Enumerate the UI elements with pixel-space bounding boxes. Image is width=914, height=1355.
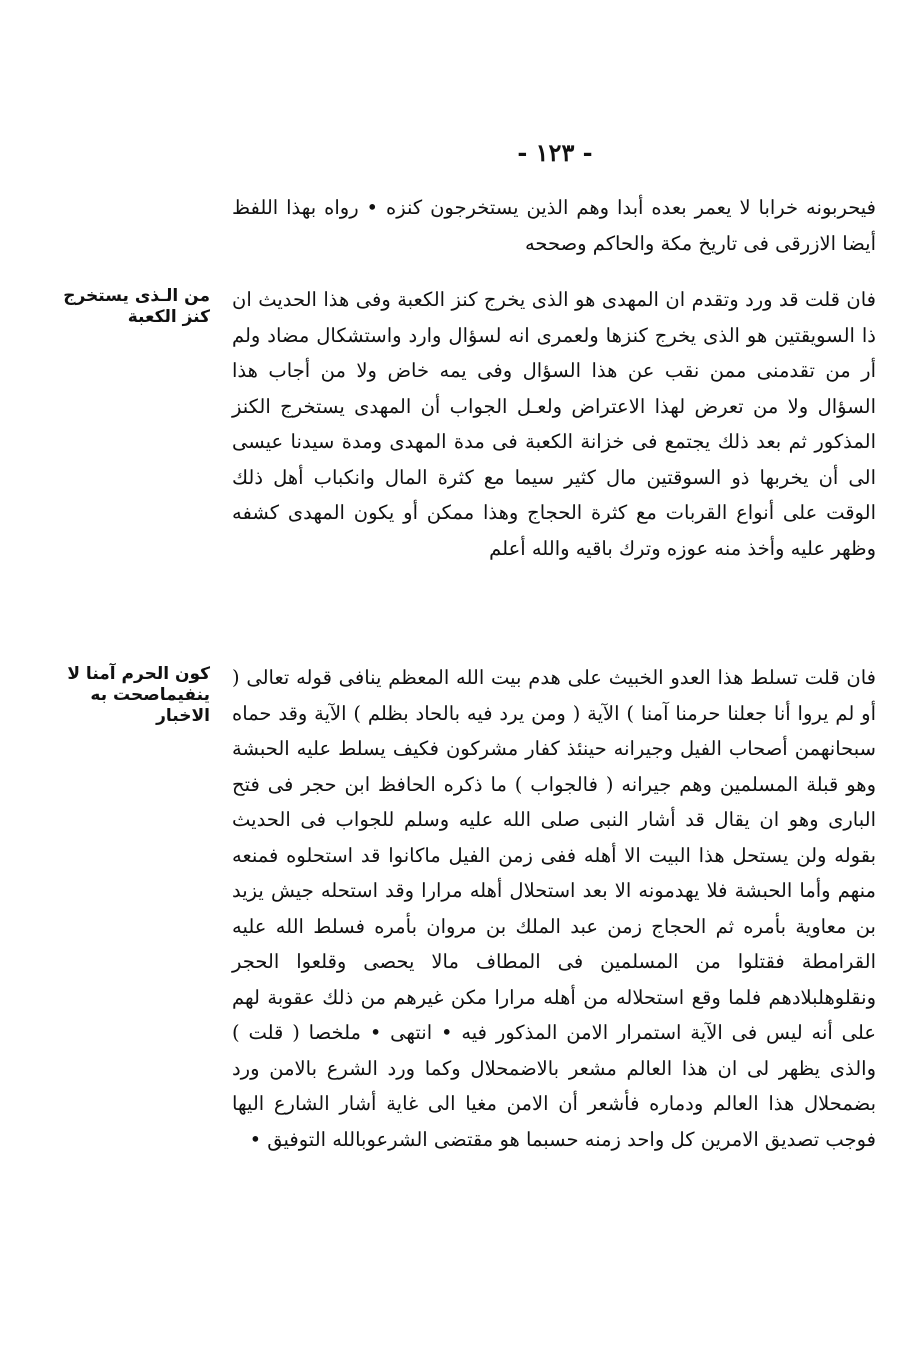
page-number: - ١٢٣ - (517, 138, 593, 167)
margin-note-haram-safety: كون الحرم آمنا لا ينفيماصحت به الاخبار (67, 664, 210, 726)
paragraph-kaaba-treasure: فان قلت قد ورد وتقدم ان المهدى هو الذى يخرج كنز الكعبة وفى هذا الحديث ان ذا السويقتين هو الذى يخرج كنزها ولعمرى انه لسؤال وارد واستشكال مضاد ولم أر من تقدمنى ممن نقب عن هذا السؤال وفى يمه خاض ولا من أجاب هذا السؤال ولا من تعرض لهذا الاعتراض ولعـل الجواب أن المهدى يستخرج الكنز المذكور ثم بعد ذلك يجتمع فى خزانة الكعبة فى مدة المهدى ومدة سيدنا عيسى الى أن يخربها ذو السوقتين مال كثير سيما مع كثرة المال وانكباب أهل ذلك الوقت على أنواع القربات مع كثرة الحجاج وهذا ممكن أو يكون المهدى كشفه وظهر عليه وأخذ منه عوزه وترك باقيه والله أعلم (232, 288, 876, 560)
margin-note-kaaba-treasure: من الـذى يستخرج كنز الكعبة (63, 286, 210, 327)
paragraph-continuation: فيحربونه خرابا لا يعمر بعده أبدا وهم الذين يستخرجون كنزه • رواه بهذا اللفظ أيضا الازرقى فى تاريخ مكة والحاكم وصححه (232, 196, 876, 255)
paragraph-haram-safety: فان قلت تسلط هذا العدو الخبيث على هدم بيت الله المعظم ينافى قوله تعالى ( أو لم يروا أنا جعلنا حرمنا آمنا ) الآية ( ومن يرد فيه بالحاد بظلم ) الآية وقد حماه سبحانهمن أصحاب الفيل وجيرانه حينئذ كفار مشركون فكيف يسلط عليه الحبشة وهو قبلة المسلمين وهم جيرانه ( فالجواب ) ما ذكره الحافظ ابن حجر فى فتح البارى وهو ان يقال قد أشار النبى صلى الله عليه وسلم للجواب فى الحديث بقوله ولن يستحل هذا البيت الا أهله ففى زمن الفيل ماكانوا قد استحلوه فمنعه منهم وأما الحبشة فلا يهدمونه الا بعد استحلال أهله مرارا وقد استحله جيش يزيد بن معاوية بأمره ثم الحجاج زمن عبد الملك بن مروان بأمره فسلط الله عليه القرامطة فقتلوا من المسلمين فى المطاف مالا يحصى وقلعوا الحجر ونقلوهلبلادهم فلما وقع استحلاله من أهله مرارا مكن غيرهم من ذلك عقوبة لهم على أنه ليس فى الآية استمرار الامن المذكور فيه • انتهى • ملخصا ( قلت ) والذى يظهر لى ان هذا العالم مشعر بالاضمحلال وكما ورد الشرع بالامن ورد بضمحلال هذا العالم ودماره فأشعر أن الامن مغيا الى غاية أشار الشارع اليها فوجب تصديق الامرين كل واحد زمنه حسبما هو مقتضى الشرعوبالله التوفيق • (232, 666, 876, 1151)
